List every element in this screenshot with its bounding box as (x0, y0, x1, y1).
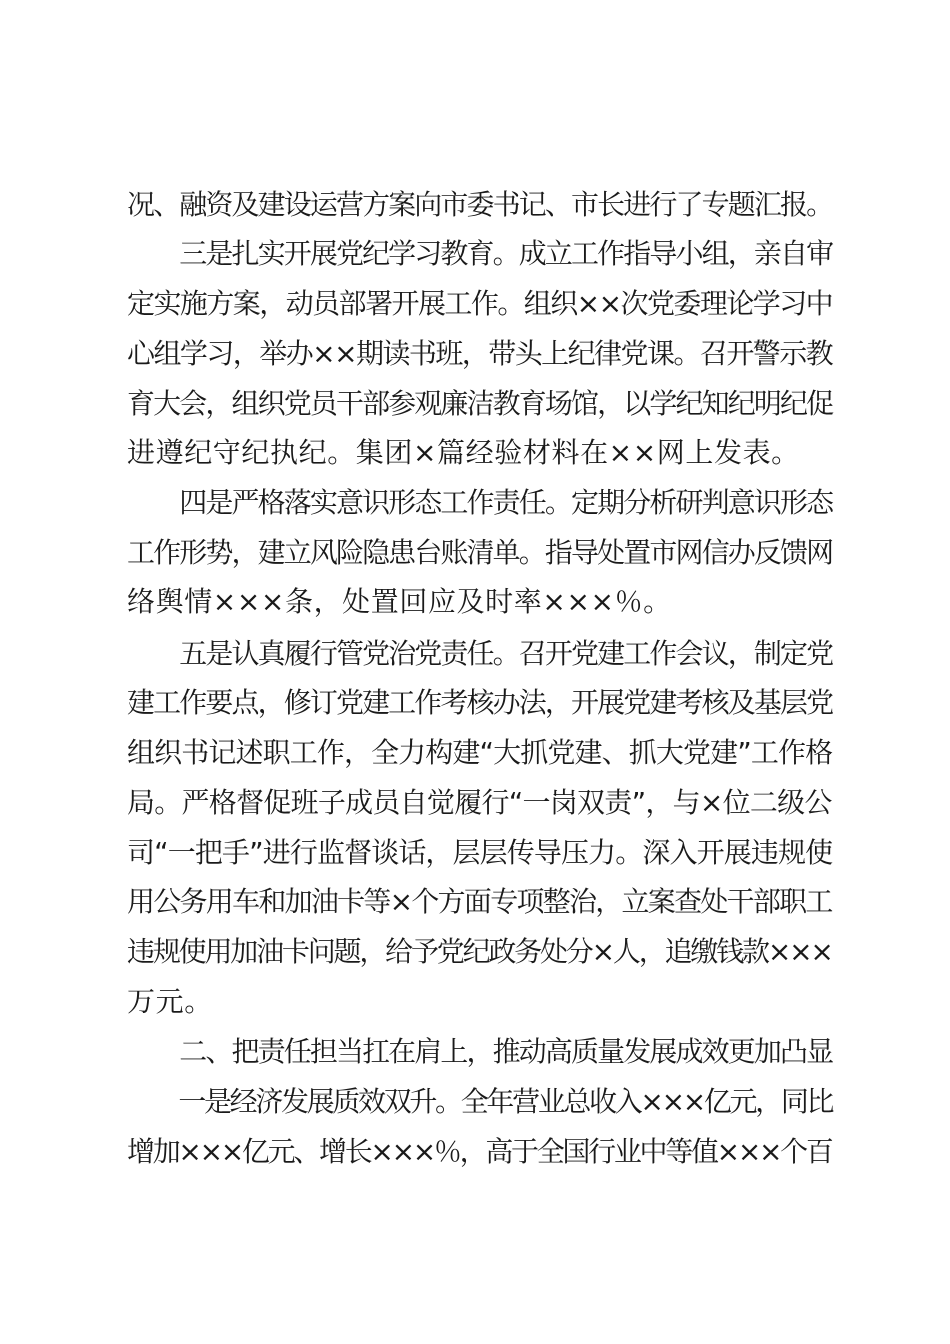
paragraph-line: 一是经济发展质效双升。全年营业总收入×××亿元，同比 (127, 1085, 833, 1118)
text-line: 工作形势，建立风险隐患台账清单。指导处置市网信办反馈网 (127, 536, 833, 569)
text-line: 万元。 (127, 985, 213, 1018)
text-line: 局。严格督促班子成员自觉履行“一岗双责”，与×位二级公 (127, 786, 832, 819)
text-line: 育大会，组织党员干部参观廉洁教育场馆，以学纪知纪明纪促 (127, 387, 833, 420)
text-line: 建工作要点，修订党建工作考核办法，开展党建考核及基层党 (127, 686, 833, 719)
paragraph-line: 四是严格落实意识形态工作责任。定期分析研判意识形态 (127, 486, 833, 519)
text-line: 心组学习，举办××期读书班，带头上纪律党课。召开警示教 (127, 337, 833, 370)
text-line: 组织书记述职工作，全力构建“大抓党建、抓大党建”工作格 (127, 736, 833, 769)
paragraph-line: 三是扎实开展党纪学习教育。成立工作指导小组，亲自审 (127, 237, 833, 270)
text-line: 用公务用车和加油卡等×个方面专项整治，立案查处干部职工 (127, 885, 832, 918)
text-line: 司“一把手”进行监督谈话，层层传导压力。深入开展违规使 (127, 836, 833, 869)
text-line: 进遵纪守纪执纪。集团×篇经验材料在××网上发表。 (127, 436, 800, 469)
text-line: 络舆情×××条，处置回应及时率×××％。 (127, 585, 672, 618)
section-heading: 二、把责任担当扛在肩上，推动高质量发展成效更加凸显 (127, 1035, 833, 1068)
text-line: 违规使用加油卡问题，给予党纪政务处分×人，追缴钱款××× (127, 935, 832, 968)
text-line: 定实施方案，动员部署开展工作。组织××次党委理论学习中 (127, 287, 833, 320)
text-line: 况、融资及建设运营方案向市委书记、市长进行了专题汇报。 (127, 188, 833, 221)
paragraph-line: 五是认真履行管党治党责任。召开党建工作会议，制定党 (127, 637, 833, 670)
text-line: 增加×××亿元、增长×××％，高于全国行业中等值×××个百 (127, 1135, 832, 1168)
